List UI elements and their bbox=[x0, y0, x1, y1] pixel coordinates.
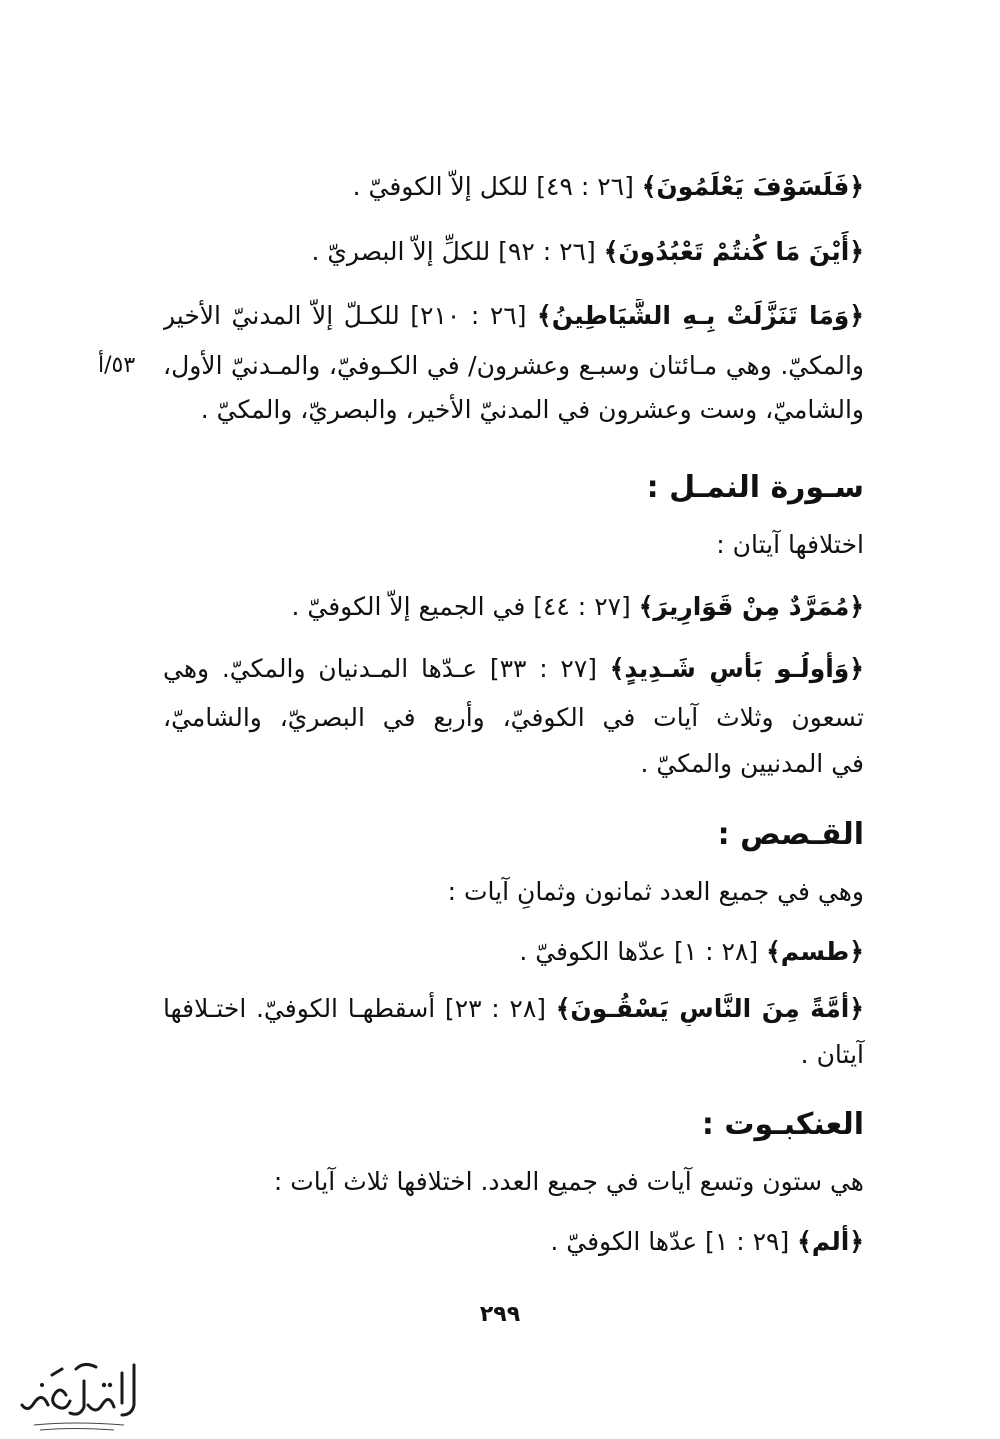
text-line-13 bbox=[163, 992, 864, 1026]
line-text: والمكيّ. وهي مـائتان وسبـع وعشرون/ في الكـوفيّ، والمـدنيّ الأول، bbox=[163, 351, 864, 380]
line-text: [٢٨ : ١] عدّها الكوفيّ . bbox=[519, 937, 767, 966]
quran-verse: ﴿طسم﴾ bbox=[766, 937, 864, 966]
line-text: في المدنيين والمكيّ . bbox=[640, 749, 864, 778]
text-line-14 bbox=[801, 1038, 864, 1072]
section-heading-naml: سـورة النمـل : bbox=[646, 470, 864, 505]
text-line-16 bbox=[550, 1225, 864, 1259]
section-heading-ankabut: العنكبـوت : bbox=[701, 1107, 864, 1142]
calligraphy-logo bbox=[14, 1355, 144, 1435]
line-text: وهي في جميع العدد ثمانون وثمانِ آيات : bbox=[447, 877, 864, 906]
section-heading-qasas: القـصص : bbox=[717, 817, 864, 852]
text-line-9 bbox=[163, 701, 864, 735]
quran-verse: ﴿فَلَسَوْفَ يَعْلَمُونَ﴾ bbox=[641, 172, 864, 201]
text-line-5 bbox=[201, 393, 864, 427]
text-line-3 bbox=[163, 299, 864, 333]
text-line-12 bbox=[519, 935, 864, 969]
text-line-1 bbox=[353, 170, 864, 204]
line-text: [٢٦ : ٤٩] للكل إلاّ الكوفيّ . bbox=[352, 172, 642, 201]
line-text: [٢٦ : ٩٢] للكلِّ إلاّ البصريّ . bbox=[311, 237, 604, 266]
line-text: [٢٧ : ٣٣] عـدّها المـدنيان والمكيّ. وهي bbox=[163, 654, 610, 683]
quran-verse: ﴿أَيْنَ مَا كُنتُمْ تَعْبُدُونَ﴾ bbox=[603, 237, 864, 266]
text-line-15 bbox=[274, 1165, 864, 1199]
quran-verse: ﴿وَأُولُـو بَأْسٍ شَـدِيدٍ﴾ bbox=[609, 654, 864, 683]
text-line-10 bbox=[640, 747, 864, 781]
line-text: آيتان . bbox=[800, 1040, 864, 1069]
text-line-4 bbox=[163, 349, 864, 383]
text-line-7 bbox=[291, 590, 864, 624]
margin-folio-note: ٥٣/أ bbox=[98, 353, 136, 378]
line-text: والشاميّ، وست وعشرون في المدنيّ الأخير، والبصريّ، والمكيّ . bbox=[200, 395, 864, 424]
quran-verse: ﴿وَمَا تَنَزَّلَتْ بِـهِ الشَّيَاطِينُ﴾ bbox=[537, 301, 864, 330]
quran-verse: ﴿مُمَرَّدٌ مِنْ قَوَارِيرَ﴾ bbox=[638, 592, 864, 621]
line-text: [٢٨ : ٢٣] أسقطهـا الكوفيّ. اختـلافها bbox=[163, 994, 556, 1023]
text-line-2 bbox=[311, 235, 864, 269]
text-line-11 bbox=[448, 875, 864, 909]
page-number: ٢٩٩ bbox=[479, 1302, 521, 1327]
text-line-8 bbox=[163, 652, 864, 686]
quran-verse: ﴿أُمَّةً مِنَ النَّاسِ يَسْقُـونَ﴾ bbox=[555, 994, 864, 1023]
quran-verse: ﴿ألم﴾ bbox=[797, 1227, 864, 1256]
line-text: [٢٩ : ١] عدّها الكوفيّ . bbox=[550, 1227, 798, 1256]
line-text: [٢٧ : ٤٤] في الجميع إلاّ الكوفيّ . bbox=[291, 592, 639, 621]
line-text: اختلافها آيتان : bbox=[716, 530, 864, 559]
line-text: تسعون وثلاث آيات في الكوفيّ، وأربع في البصريّ، والشاميّ، bbox=[163, 703, 864, 732]
line-text: هي ستون وتسع آيات في جميع العدد. اختلافها ثلاث آيات : bbox=[273, 1167, 864, 1196]
line-text: [٢٦ : ٢١٠] للكـلّ إلاّ المدنيّ الأخير bbox=[163, 301, 538, 330]
text-line-6 bbox=[716, 528, 864, 562]
